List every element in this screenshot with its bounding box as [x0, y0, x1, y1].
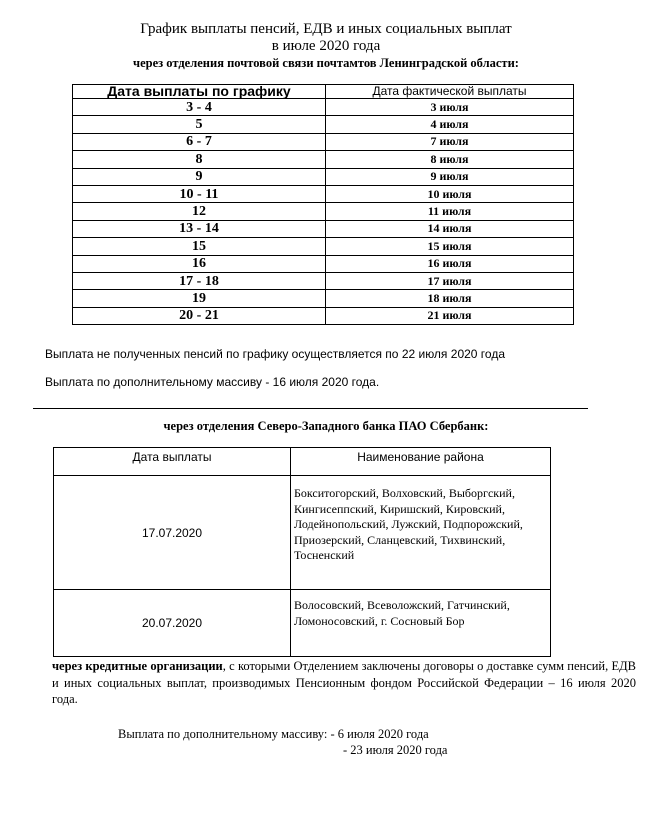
column-header-payment-date: Дата выплаты	[54, 448, 291, 476]
table-row	[54, 590, 551, 657]
scheduled-date-cell: 6 - 7	[73, 133, 326, 150]
table-header-row	[73, 85, 574, 99]
actual-date-cell: 4 июля	[326, 116, 574, 133]
table-row	[54, 476, 551, 590]
credit-additional-line-2: - 23 июля 2020 года	[343, 743, 448, 757]
table-row	[73, 255, 574, 272]
scheduled-date-cell: 20 - 21	[73, 307, 326, 324]
actual-date-cell: 14 июля	[326, 220, 574, 237]
actual-date-cell: 17 июля	[326, 272, 574, 289]
scheduled-date-cell: 9	[73, 168, 326, 185]
sber-schedule-table	[53, 447, 551, 657]
scheduled-date-cell: 10 - 11	[73, 185, 326, 202]
actual-date-cell: 7 июля	[326, 133, 574, 150]
table-row	[73, 307, 574, 324]
table-row	[73, 168, 574, 185]
column-header-actual-date: Дата фактической выплаты	[326, 85, 574, 99]
section-divider	[33, 408, 588, 409]
actual-date-cell: 15 июля	[326, 238, 574, 255]
actual-date-cell: 3 июля	[326, 99, 574, 116]
table-row	[73, 151, 574, 168]
payment-date-cell: 17.07.2020	[54, 476, 291, 590]
scheduled-date-cell: 16	[73, 255, 326, 272]
payment-date-cell: 20.07.2020	[54, 590, 291, 657]
district-list-cell: Волосовский, Всеволожский, Гатчинский, Ломоносовский, г. Сосновый Бор	[291, 590, 551, 657]
table-row	[73, 185, 574, 202]
actual-date-cell: 21 июля	[326, 307, 574, 324]
column-header-district: Наименование района	[291, 448, 551, 476]
post-section-subtitle: через отделения почтовой связи почтамтов Ленинградской области:	[133, 56, 519, 70]
district-list-cell: Бокситогорский, Волховский, Выборгский, Кингисеппский, Киришский, Кировский, Лодейнопольский, Лужский, Подпорожский, Приозерский, Сланцевский, Тихвинский, Тосненский	[291, 476, 551, 590]
table-row	[73, 220, 574, 237]
actual-date-cell: 11 июля	[326, 203, 574, 220]
scheduled-date-cell: 13 - 14	[73, 220, 326, 237]
table-row	[73, 238, 574, 255]
actual-date-cell: 8 июля	[326, 151, 574, 168]
scheduled-date-cell: 17 - 18	[73, 272, 326, 289]
scheduled-date-cell: 8	[73, 151, 326, 168]
table-row	[73, 290, 574, 307]
credit-additional-line-1: Выплата по дополнительному массиву: - 6 июля 2020 года	[118, 727, 429, 741]
table-row	[73, 99, 574, 116]
table-row	[73, 272, 574, 289]
post-schedule-body	[73, 99, 574, 325]
actual-date-cell: 10 июля	[326, 185, 574, 202]
scheduled-date-cell: 3 - 4	[73, 99, 326, 116]
table-row	[73, 116, 574, 133]
page-title: График выплаты пенсий, ЕДВ и иных социальных выплат	[140, 21, 512, 37]
table-row	[73, 203, 574, 220]
actual-date-cell: 9 июля	[326, 168, 574, 185]
credit-lead-bold: через кредитные организации	[52, 659, 223, 673]
scheduled-date-cell: 5	[73, 116, 326, 133]
page-title-month: в июле 2020 года	[271, 38, 381, 54]
scheduled-date-cell: 19	[73, 290, 326, 307]
actual-date-cell: 18 июля	[326, 290, 574, 307]
additional-array-note: Выплата по дополнительному массиву - 16 июля 2020 года.	[45, 375, 380, 389]
column-header-scheduled-date: Дата выплаты по графику	[73, 85, 326, 99]
post-schedule-table	[72, 84, 574, 325]
sber-section-subtitle: через отделения Северо-Западного банка ПАО Сбербанк:	[163, 419, 489, 433]
scheduled-date-cell: 12	[73, 203, 326, 220]
actual-date-cell: 16 июля	[326, 255, 574, 272]
credit-text: , с которыми Отделением заключены договоры о доставке сумм пенсий, ЕДВ и иных социальных выплат, производимых Пенсионным фондом Российской Федерации – 16 июля 2020 года.	[52, 659, 637, 706]
scheduled-date-cell: 15	[73, 238, 326, 255]
table-row	[73, 133, 574, 150]
credit-organizations-paragraph	[52, 658, 636, 708]
table-header-row	[54, 448, 551, 476]
unreceived-pension-note: Выплата не полученных пенсий по графику осуществляется по 22 июля 2020 года	[45, 347, 505, 361]
